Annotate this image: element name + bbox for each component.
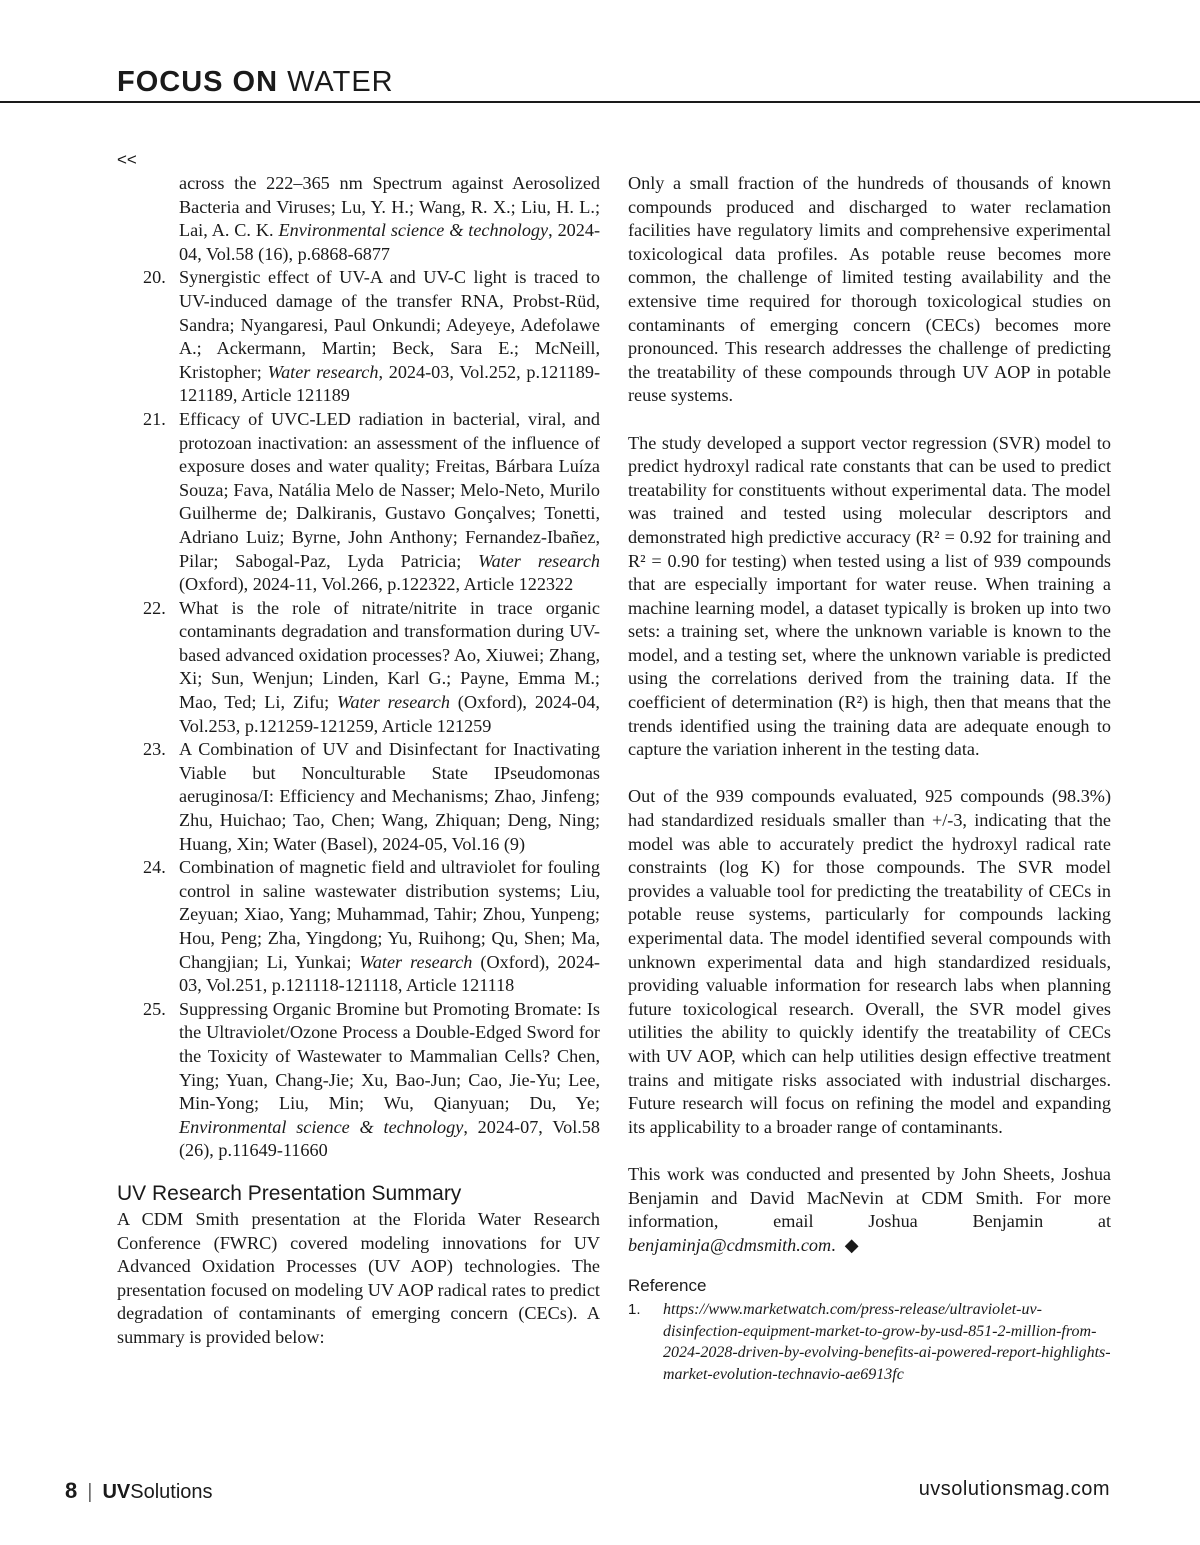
reference-text: , 2024-04, Vol.58 (16), p.6868-6877 — [179, 220, 601, 264]
reference-entry-number: 20. — [143, 267, 166, 288]
brand-uv: UV — [102, 1481, 131, 1503]
journal-title: Water research — [267, 361, 379, 382]
left-column — [117, 172, 600, 1350]
header-divider — [0, 101, 1200, 103]
references-list — [117, 172, 600, 1163]
end-mark-icon: ◆ — [844, 1234, 859, 1255]
reference-entry-number: 25. — [143, 998, 166, 1019]
reference-entry — [117, 856, 600, 998]
reference-text: (Oxford), 2024-11, Vol.266, p.122322, Article 122322 — [179, 574, 574, 595]
journal-title: Environmental science & technology — [179, 1116, 464, 1137]
body-paragraph-3: Out of the 939 compounds evaluated, 925 compounds (98.3%) had standardized residuals smaller than +/-3, indicating that the model was able to accurately predict the hydroxyl radical rate constraints (log K) for those compounds. The SVR model provides a valuable tool for predicting the treatability of CECs in potable reuse systems, particularly for compounds lacking experimental data. The model identified several compounds with unknown experimental data and high standardized residuals, providing valuable information for research labs when planning future toxicological research. Overall, the SVR model gives utilities the ability to quickly identify the treatability of CECs with UV AOP, which can help utilities design effective treatment trains and mitigate risks associated with industrial discharges. Future research will focus on refining the model and expanding its applicability to a broader range of contaminants. — [628, 786, 1111, 1137]
contact-email[interactable]: benjaminja@cdmsmith.com — [628, 1234, 832, 1255]
header-bold: FOCUS ON — [117, 66, 279, 98]
reference-entry — [117, 408, 600, 597]
right-column — [628, 172, 1111, 1385]
reference-text: (Oxford), 2024-03, Vol.251, p.121118-121118, Article 121118 — [179, 951, 600, 996]
reference-number: 1. — [628, 1301, 641, 1319]
brand-solutions: Solutions — [130, 1481, 213, 1503]
reference-entry-number: 24. — [143, 857, 166, 878]
footer-left — [65, 1478, 213, 1504]
reference-heading: Reference — [628, 1276, 707, 1296]
reference-text: A Combination of UV and Disinfectant for Inactivating Viable but Nonculturable State IPseudomonas aeruginosa/I: Efficiency and Mechanisms; Zhao, Jinfeng; Zhu, Huichao; Tao, Chen; Wang, Zhiquan; Deng, Ning; Huang, Xin; Water (Basel), 2024-05, Vol.16 (9) — [179, 739, 600, 854]
reference-entry — [117, 597, 600, 739]
reference-entry — [117, 172, 600, 266]
reference-text: , 2024-03, Vol.252, p.121189-121189, Article 121189 — [179, 361, 600, 406]
footer-site: uvsolutionsmag.com — [918, 1478, 1110, 1500]
reference-text: (Oxford), 2024-04, Vol.253, p.121259-121259, Article 121259 — [179, 692, 600, 736]
closing-text: This work was conducted and presented by John Sheets, Joshua Benjamin and David MacNevin at CDM Smith. For more information, email Joshua Benjamin at — [628, 1163, 1111, 1232]
header-light: WATER — [287, 66, 394, 98]
reference-text: , 2024-07, Vol.58 (26), p.11649-11660 — [179, 1116, 600, 1161]
journal-title: Water research — [337, 692, 450, 713]
section-title: UV Research Presentation Summary — [117, 1181, 462, 1205]
reference-text: Combination of magnetic field and ultraviolet for fouling control in saline wastewater distribution systems; Liu, Zeyuan; Xiao, Yang; Muhammad, Tahir; Zhou, Yunpeng; Hou, Peng; Zha, Yingdong; Yu, Ruihong; Qu, Shen; Ma, Changjian; Li, Yunkai; — [179, 857, 600, 972]
reference-text: Efficacy of UVC-LED radiation in bacterial, viral, and protozoan inactivation: an assessment of the influence of exposure doses and water quality; Freitas, Bárbara Luíza Souza; Fava, Natália Melo de Nasser; Melo-Neto, Murilo Guilherme de; Dalkiranis, Gustavo Gonçalves; Tonetti, Adriano Luiz; Byrne, John Anthony; Fernandez-Ibañez, Pilar; Sabogal-Paz, Lyda Patricia; — [179, 408, 600, 571]
reference-item — [628, 1299, 1111, 1385]
reference-text: Suppressing Organic Bromine but Promoting Bromate: Is the Ultraviolet/Ozone Process a Double-Edged Sword for the Toxicity of Wastewater to Mammalian Cells? Chen, Ying; Yuan, Chang-Jie; Xu, Bao-Jun; Cao, Jie-Yu; Lee, Min-Yong; Liu, Min; Wu, Qianyuan; Du, Ye; — [179, 998, 600, 1114]
journal-title: Water research — [478, 550, 600, 571]
reference-entry-number: 21. — [143, 408, 166, 429]
journal-title: Environmental science & technology — [278, 220, 549, 241]
journal-title: Water research — [359, 951, 473, 972]
reference-entry — [117, 998, 600, 1163]
continuation-marker: << — [117, 150, 137, 169]
reference-text: What is the role of nitrate/nitrite in trace organic contaminants degradation and transformation during UV-based advanced oxidation processes? Ao, Xiuwei; Zhang, Xi; Sun, Wenjun; Linden, Karl G.; Payne, Emma M.; Mao, Ted; Li, Zifu; — [179, 597, 600, 713]
intro-paragraph: A CDM Smith presentation at the Florida Water Research Conference (FWRC) covered modeling innovations for UV Advanced Oxidation Processes (UV AOP) technologies. The presentation focused on modeling UV AOP radical rates to predict degradation of contaminants of emerging concern (CECs). A summary is provided below: — [117, 1208, 600, 1347]
reference-text: Synergistic effect of UV-A and UV-C light is traced to UV-induced damage of the transfer RNA, Probst-Rüd, Sandra; Nyangaresi, Paul Onkundi; Adeyeye, Adefolawe A.; Ackermann, Martin; Beck, Sara E.; McNeill, Kristopher; — [179, 267, 600, 382]
section-header — [117, 68, 394, 97]
reference-entry-number: 23. — [143, 739, 166, 760]
reference-text: across the 222–365 nm Spectrum against Aerosolized Bacteria and Viruses; Lu, Y. H.; Wang, R. X.; Liu, H. L.; Lai, A. C. K. — [179, 173, 600, 241]
reference-entry-number: 22. — [143, 597, 166, 618]
page-number: 8 — [65, 1478, 78, 1503]
closing-paragraph — [628, 1163, 1111, 1257]
body-paragraph-2: The study developed a support vector regression (SVR) model to predict hydroxyl radical rate constants that can be used to predict treatability for constituents without experimental data. The model was trained and tested using molecular descriptors and demonstrated high predictive accuracy (R² = 0.92 for training and R² = 0.90 for testing) when tested using a list of 939 compounds that are especially important for water reuse. When training a machine learning model, a dataset typically is broken up into two sets: a training set, where the unknown variable is known to the model, and a testing set, where the unknown variable is predicted using the correlations derived from the training data. If the coefficient of determination (R²) is high, then that means that the trends identified using the training data are adequate enough to capture the variation inherent in the testing data. — [628, 432, 1111, 760]
reference-entry — [117, 738, 600, 856]
reference-entry — [117, 266, 600, 408]
footer-separator: | — [87, 1481, 93, 1503]
closing-period: . — [831, 1234, 836, 1255]
body-paragraph-1: Only a small fraction of the hundreds of thousands of known compounds produced and discharged to water reclamation facilities have regulatory limits and comprehensive experimental toxicological data profiles. As potable reuse becomes more common, the challenge of limited testing availability and the extensive time required for thorough toxicological studies on contaminants of emerging concern (CECs) becomes more pronounced. This research addresses the challenge of predicting the treatability of these compounds through UV AOP in potable reuse systems. — [628, 173, 1111, 406]
reference-link[interactable]: https://www.marketwatch.com/press-release/ultraviolet-uv-disinfection-equipment-market-to-grow-by-usd-851-2-million-from-2024-2028-driven-by-evolving-benefits-ai-powered-report-highlights-market-evolution-technavio-ae6913fc — [663, 1301, 1111, 1383]
